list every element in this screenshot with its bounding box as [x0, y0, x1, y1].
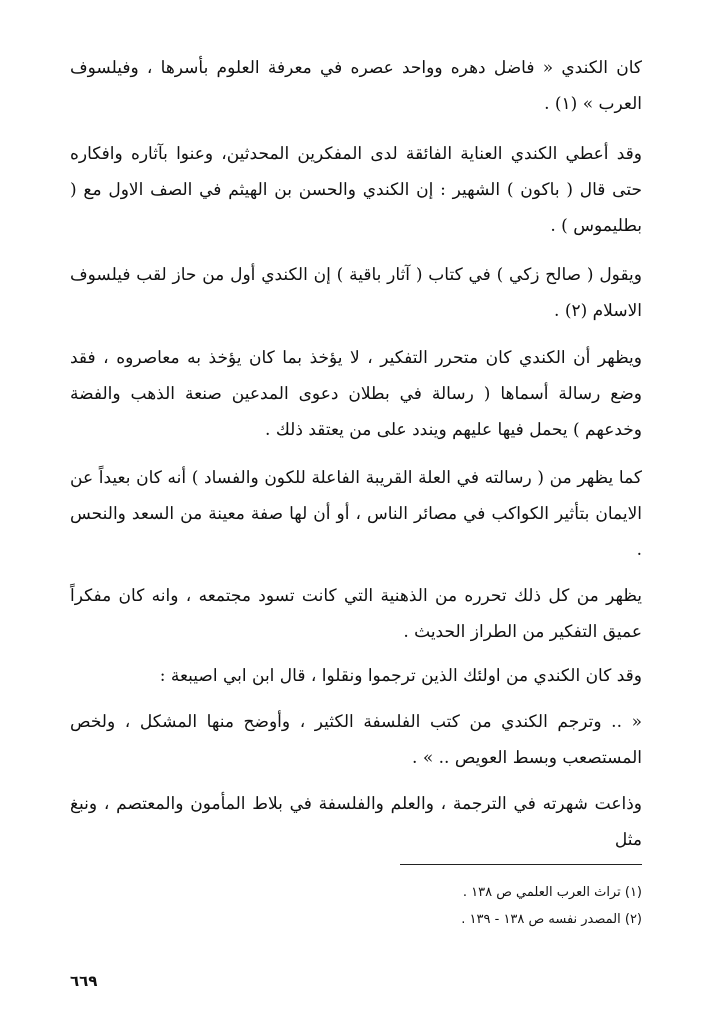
paragraph-2: وقد أعطي الكندي العناية الفائقة لدى المفكرين المحدثين، وعنوا بآثاره وافكاره حتى قال ( باكون ) الشهير : إن الكندي والحسن بن الهيثم في الصف الاول مع ( بطليموس ) .: [70, 144, 642, 236]
paragraph-9: وذاعت شهرته في الترجمة ، والعلم والفلسفة في بلاط المأمون والمعتصم ، ونبغ مثل: [70, 794, 642, 850]
paragraph-5: كما يظهر من ( رسالته في العلة القريبة الفاعلة للكون والفساد ) أنه كان بعيداً عن الايمان بتأثير الكواكب في مصائر الناس ، أو أن لها صفة معينة من السعد والنحس .: [70, 468, 642, 560]
quotation-paragraph: « .. وترجم الكندي من كتب الفلسفة الكثير ، وأوضح منها المشكل ، ولخص المستصعب وبسط العويص .. » .: [70, 712, 642, 768]
footnote-2: (٢) المصدر نفسه ص ١٣٨ - ١٣٩ .: [461, 912, 642, 927]
paragraph-4: ويظهر أن الكندي كان متحرر التفكير ، لا يؤخذ بما كان يؤخذ به معاصروه ، فقد وضع رسالة أسماها ( رسالة في بطلان دعوى المدعين صنعة الذهب والفضة وخدعهم ) يحمل فيها عليهم ويندد على من يعتقد ذلك .: [70, 348, 642, 440]
paragraph-3: ويقول ( صالح زكي ) في كتاب ( آثار باقية ) إن الكندي أول من حاز لقب فيلسوف الاسلام (٢) .: [70, 265, 642, 321]
page-number: ٦٦٩: [70, 972, 98, 990]
paragraph-1: كان الكندي « فاضل دهره وواحد عصره في معرفة العلوم بأسرها ، وفيلسوف العرب » (١) .: [70, 58, 642, 114]
footnote-1: (١) تراث العرب العلمي ص ١٣٨ .: [462, 885, 642, 900]
paragraph-6: يظهر من كل ذلك تحرره من الذهنية التي كانت تسود مجتمعه ، وانه كان مفكراً عميق التفكير من الطراز الحديث .: [70, 586, 642, 642]
paragraph-7: وقد كان الكندي من اولئك الذين ترجموا ونقلوا ، قال ابن ابي اصيبعة :: [159, 666, 642, 686]
footnote-divider: [400, 864, 642, 865]
